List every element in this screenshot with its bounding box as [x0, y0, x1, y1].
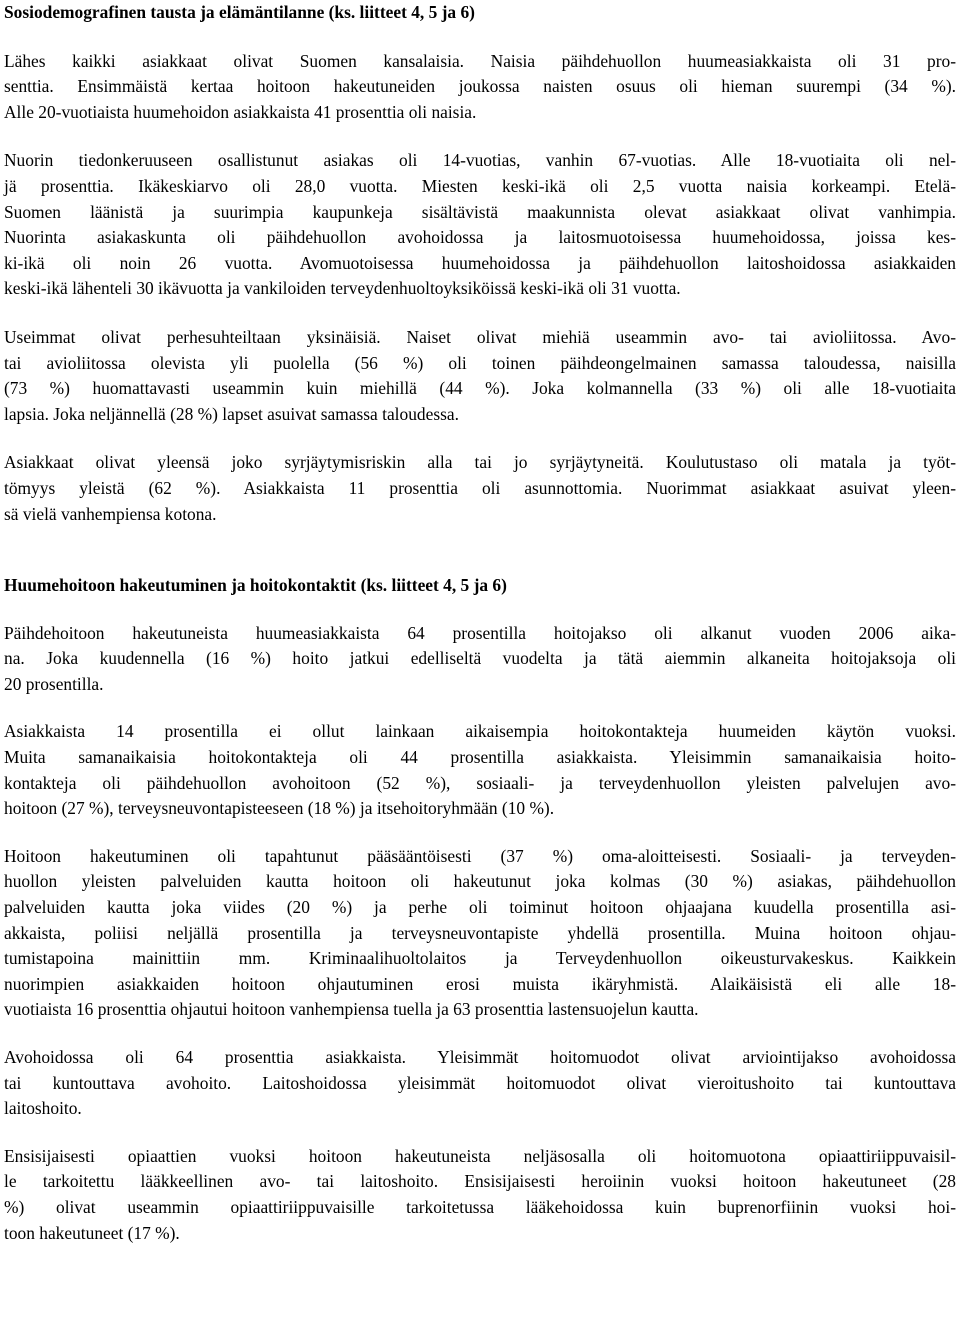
section-heading-treatment-seeking: Huumehoitoon hakeutuminen ja hoitokontaktit (ks. liitteet 4, 5 ja 6)	[4, 575, 507, 596]
paragraph-exclusion	[4, 450, 956, 527]
text-line: sä vielä vanhempiensa kotona.	[4, 503, 217, 524]
text-line: laitoshoito.	[4, 1098, 82, 1119]
paragraph-treatment-start	[4, 621, 956, 698]
text-line: keski-ikä lähenteli 30 ikävuotta ja vankiloiden terveydenhuoltoyksiköissä keski-ikä oli 31 vuotta.	[4, 278, 681, 299]
text-line: Avohoidossa oli 64 prosenttia asiakkaista. Yleisimmät hoitomuodot olivat arviointijakso avohoidossa	[4, 1047, 956, 1067]
paragraph-age	[4, 148, 956, 302]
text-line: akkaista, poliisi neljällä prosentilla ja terveysneuvontapiste yhdellä prosentilla. Muina hoitoon ohjau-	[4, 922, 956, 943]
text-line: tai avioliitossa olevista yli puolella (56 %) oli toinen päihdeongelmainen samassa taloudessa, naisilla	[4, 352, 956, 373]
section-heading-sociodemographic: Sosiodemografinen tausta ja elämäntilanne (ks. liitteet 4, 5 ja 6)	[4, 2, 475, 22]
text-line: le tarkoitettu lääkkeellinen avo- tai laitoshoito. Ensisijaisesti heroiinin vuoksi hoitoon hakeutuneet (28	[4, 1171, 956, 1192]
paragraph-prior-contacts	[4, 719, 956, 821]
text-line: vuotiaista 16 prosenttia ohjautui hoitoon vanhempiensa tuella ja 63 prosenttia lastensuojelun kautta.	[4, 999, 699, 1020]
text-line: lapsia. Joka neljännellä (28 %) lapset asuivat samassa taloudessa.	[4, 403, 459, 424]
text-line: Nuorin tiedonkeruuseen osallistunut asiakas oli 14-vuotias, vanhin 67-vuotias. Alle 18-vuotiaita oli nel-	[4, 150, 956, 171]
text-line: Lähes kaikki asiakkaat olivat Suomen kansalaisia. Naisia päihdehuollon huumeasiakkaista oli 31 pro-	[4, 50, 956, 71]
text-line: Useimmat olivat perhesuhteiltaan yksinäisiä. Naiset olivat miehiä useammin avo- tai avioliitossa. Avo-	[4, 326, 956, 347]
text-line: Asiakkaat olivat yleensä joko syrjäytymisriskin alla tai jo syrjäytyneitä. Koulutustaso oli matala ja työt-	[4, 452, 956, 473]
text-line: tömyys yleistä (62 %). Asiakkaista 11 prosenttia oli asunnottomia. Nuorimmat asiakkaat asuivat yleen-	[4, 477, 956, 498]
text-line: Päihdehoitoon hakeutuneista huumeasiakkaista 64 prosentilla hoitojakso oli alkanut vuoden 2006 aika-	[4, 622, 956, 643]
text-line: hoitoon (27 %), terveysneuvontapisteeseen (18 %) ja itsehoitoryhmään (10 %).	[4, 798, 555, 819]
text-line: Asiakkaista 14 prosentilla ei ollut lainkaan aikaisempia hoitokontakteja huumeiden käytön vuoksi.	[4, 721, 956, 742]
text-line: Alle 20-vuotiaista huumehoidon asiakkaista 41 prosenttia oli naisia.	[4, 101, 477, 122]
text-line: na. Joka kuudennella (16 %) hoito jatkui edelliseltä vuodelta ja tätä aiemmin alkaneita hoitojaksoja oli	[4, 648, 956, 669]
text-line: Ensisijaisesti opiaattien vuoksi hoitoon hakeutuneista neljäsosalla oli hoitomuotona opiaattiriippuvaisil-	[4, 1145, 956, 1166]
paragraph-opiates	[4, 1144, 956, 1246]
text-line: huollon yleisten palveluiden kautta hoitoon oli hakeutunut joka kolmas (30 %) asiakas, päihdehuollon	[4, 871, 956, 892]
text-line: 20 prosentilla.	[4, 673, 104, 694]
paragraph-family	[4, 325, 956, 427]
text-line: Muita samanaikaisia hoitokontakteja oli 44 prosentilla asiakkaista. Yleisimmin samanaikaisia hoito-	[4, 747, 956, 768]
text-line: Hoitoon hakeutuminen oli tapahtunut pääsääntöisesti (37 %) oma-aloitteisesti. Sosiaali- ja terveyden-	[4, 845, 956, 866]
paragraph-outpatient	[4, 1045, 956, 1122]
text-line: %) olivat useammin opiaattiriippuvaisille tarkoitetussa lääkehoidossa kuin buprenorfiinin vuoksi hoi-	[4, 1196, 956, 1217]
text-line: nuorimpien asiakkaiden hoitoon ohjautuminen erosi muista ikäryhmistä. Alaikäisistä eli alle 18-	[4, 973, 956, 994]
text-line: tai kuntouttava avohoito. Laitoshoidossa yleisimmät hoitomuodot olivat vieroitushoito tai kuntouttava	[4, 1072, 956, 1093]
text-line: palveluiden kautta joka viides (20 %) ja perhe oli toiminut hoitoon ohjaajana kuudella prosentilla asi-	[4, 897, 956, 918]
document-page	[4, 0, 956, 1246]
paragraph-citizenship	[4, 49, 956, 126]
text-line: kontakteja oli päihdehuollon avohoitoon (52 %), sosiaali- ja terveydenhuollon yleisten palvelujen avo-	[4, 772, 956, 793]
text-line: jä prosenttia. Ikäkeskiarvo oli 28,0 vuotta. Miesten keski-ikä oli 2,5 vuotta naisia korkeampi. Etelä-	[4, 175, 956, 196]
text-line: tumistapoina mainittiin mm. Kriminaalihuoltolaitos ja Terveydenhuollon oikeusturvakeskus. Kaikkein	[4, 948, 956, 969]
text-line: toon hakeutuneet (17 %).	[4, 1222, 180, 1243]
text-line: (73 %) huomattavasti useammin kuin miehillä (44 %). Joka kolmannella (33 %) oli alle 18-vuotiaita	[4, 378, 956, 399]
text-line: ki-ikä oli noin 26 vuotta. Avomuotoisessa huumehoidossa ja päihdehuollon laitoshoidossa asiakkaiden	[4, 252, 956, 273]
text-line: Nuorinta asiakaskunta oli päihdehuollon avohoidossa ja laitosmuotoisessa huumehoidossa, joissa kes-	[4, 227, 956, 248]
paragraph-referral	[4, 844, 956, 1023]
text-line: Suomen läänistä ja suurimpia kaupunkeja sisältävistä maakunnista olevat asiakkaat olivat vanhimpia.	[4, 201, 956, 222]
text-line: senttia. Ensimmäistä kertaa hoitoon hakeutuneiden joukossa naisten osuus oli hieman suurempi (34 %).	[4, 76, 956, 97]
